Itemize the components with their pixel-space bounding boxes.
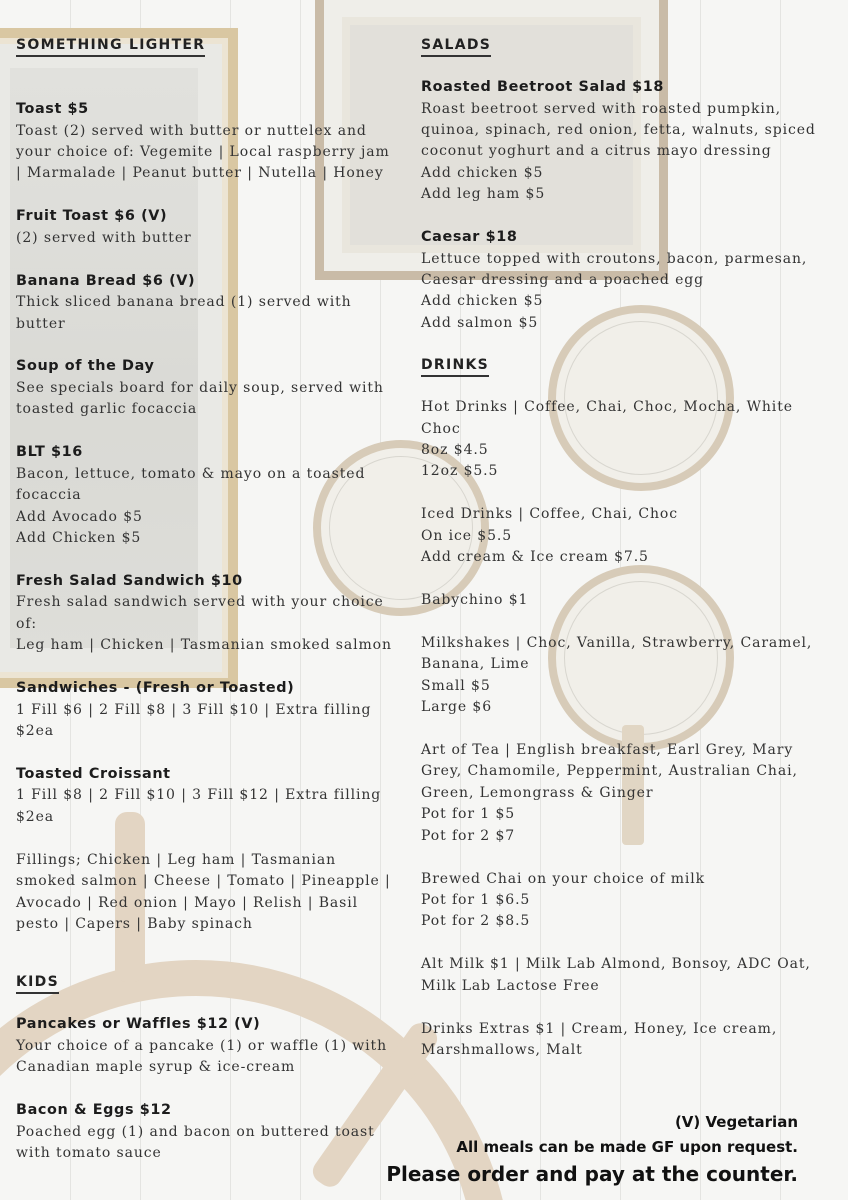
- item-description: 1 Fill $6 | 2 Fill $8 | 3 Fill $10 | Extra filling: [16, 701, 372, 718]
- spacer: [16, 549, 406, 571]
- left-column: [16, 34, 406, 1164]
- item-name: Sandwiches - (Fresh or Toasted): [16, 680, 295, 697]
- menu-item: [16, 206, 406, 249]
- item-description: Add chicken $5: [421, 164, 544, 181]
- item-description: of:: [16, 615, 38, 632]
- spacer: [421, 997, 826, 1019]
- drink-line: Iced Drinks | Coffee, Chai, Choc: [421, 506, 678, 523]
- item-name: Fruit Toast $6 (V): [16, 208, 168, 225]
- item-description: $2ea: [16, 808, 55, 825]
- drink-line: Pot for 1 $6.5: [421, 891, 531, 908]
- spacer: [421, 847, 826, 869]
- fillings-line: Avocado | Red onion | Mayo | Relish | Basil: [16, 894, 359, 911]
- spacer: [16, 335, 406, 357]
- item-description: Fresh salad sandwich served with your choice: [16, 594, 384, 611]
- menu-item: [16, 1100, 406, 1164]
- item-description: toasted garlic focaccia: [16, 401, 198, 418]
- item-description: $2ea: [16, 723, 55, 739]
- item-name: Banana Bread $6 (V): [16, 272, 196, 289]
- menu-items-kids: [16, 1014, 406, 1164]
- item-description: Add leg ham $5: [421, 186, 546, 203]
- drink-group: [421, 869, 826, 933]
- item-description: Add Chicken $5: [16, 529, 142, 546]
- drink-line: Banana, Lime: [421, 656, 530, 673]
- spacer: [16, 185, 406, 207]
- drink-line: On ice $5.5: [421, 527, 513, 544]
- drink-line: Brewed Chai on your choice of milk: [421, 870, 706, 887]
- drink-line: Green, Lemongrass & Ginger: [421, 784, 654, 801]
- drink-line: Pot for 2 $8.5: [421, 913, 531, 930]
- drink-line: 8oz $4.5: [421, 441, 489, 458]
- drink-line: Marshmallows, Malt: [421, 1042, 583, 1058]
- drink-line: Add cream & Ice cream $7.5: [421, 549, 649, 566]
- item-name: Pancakes or Waffles $12 (V): [16, 1016, 261, 1033]
- item-name: Fresh Salad Sandwich $10: [16, 572, 243, 589]
- drink-line: Small $5: [421, 677, 491, 694]
- drink-line: 12oz $5.5: [421, 463, 499, 480]
- item-description: focaccia: [16, 487, 82, 504]
- item-description: Add salmon $5: [421, 314, 539, 331]
- spacer: [421, 483, 826, 505]
- item-description: coconut yoghurt and a citrus mayo dressing: [421, 143, 772, 160]
- fillings-line: smoked salmon | Cheese | Tomato | Pineapple |: [16, 873, 391, 890]
- fillings-line: Fillings; Chicken | Leg ham | Tasmanian: [16, 851, 337, 868]
- menu-item: [421, 227, 826, 334]
- menu-item: [16, 271, 406, 335]
- menu-item: [16, 678, 406, 742]
- item-description: Bacon, lettuce, tomato & mayo on a toasted: [16, 465, 366, 482]
- menu-items-salads: [421, 77, 826, 334]
- item-description: Your choice of a pancake (1) or waffle (1) with: [16, 1037, 387, 1054]
- item-name: Toasted Croissant: [16, 765, 171, 782]
- item-description: butter: [16, 315, 66, 332]
- right-column: [421, 34, 826, 1061]
- spacer: [421, 206, 826, 228]
- item-description: Roast beetroot served with roasted pumpkin,: [421, 100, 782, 117]
- item-description: 1 Fill $8 | 2 Fill $10 | 3 Fill $12 | Extra filling: [16, 787, 382, 804]
- menu-item: [16, 356, 406, 420]
- spacer: [16, 742, 406, 764]
- item-description: Add Avocado $5: [16, 508, 143, 525]
- drink-line: Alt Milk $1 | Milk Lab Almond, Bonsoy, ADC Oat,: [421, 956, 811, 973]
- section-title: SALADS: [421, 37, 491, 57]
- menu-item: [16, 1014, 406, 1078]
- drink-line: Drinks Extras $1 | Cream, Honey, Ice cream,: [421, 1020, 778, 1037]
- menu-items-lighter: [16, 99, 406, 828]
- item-name: Soup of the Day: [16, 358, 155, 375]
- fillings-line: pesto | Capers | Baby spinach: [16, 915, 253, 932]
- section-title: DRINKS: [421, 357, 489, 377]
- vegetarian-note: (V) Vegetarian: [674, 1113, 798, 1131]
- spacer: [421, 569, 826, 591]
- menu-item: [16, 442, 406, 549]
- drink-group: [421, 633, 826, 719]
- spacer: [16, 421, 406, 443]
- item-name: Bacon & Eggs $12: [16, 1102, 172, 1119]
- spacer: [421, 611, 826, 633]
- spacer: [421, 933, 826, 955]
- fillings-list: [16, 828, 406, 935]
- menu-item: [16, 764, 406, 828]
- order-note: Please order and pay at the counter.: [386, 1162, 798, 1186]
- menu-item: [421, 77, 826, 206]
- item-description: (2) served with butter: [16, 229, 192, 246]
- item-name: Toast $5: [16, 101, 89, 117]
- item-description: quinoa, spinach, red onion, fetta, walnuts, spiced: [421, 121, 816, 138]
- item-description: See specials board for daily soup, served with: [16, 379, 384, 396]
- drink-group: [421, 740, 826, 847]
- drink-line: Babychino $1: [421, 592, 529, 608]
- drink-line: Large $6: [421, 699, 493, 716]
- item-description: Canadian maple syrup & ice-cream: [16, 1059, 296, 1076]
- drink-line: Grey, Chamomile, Peppermint, Australian Chai,: [421, 763, 798, 780]
- item-description: Leg ham | Chicken | Tasmanian smoked salmon: [16, 637, 392, 654]
- item-name: Roasted Beetroot Salad $18: [421, 79, 664, 95]
- drink-group: [421, 1019, 826, 1062]
- item-description: Caesar dressing and a poached egg: [421, 271, 705, 288]
- drink-line: Pot for 1 $5: [421, 806, 516, 823]
- item-description: Poached egg (1) and bacon on buttered toast: [16, 1123, 375, 1140]
- spacer: [16, 657, 406, 679]
- item-name: BLT $16: [16, 444, 83, 461]
- drinks-list: [421, 397, 826, 1061]
- item-description: Thick sliced banana bread (1) served with: [16, 294, 352, 311]
- menu-item: [16, 99, 406, 185]
- item-description: Add chicken $5: [421, 293, 544, 310]
- item-name: Caesar $18: [421, 229, 518, 246]
- spacer: [16, 1079, 406, 1101]
- drink-line: Art of Tea | English breakfast, Earl Grey, Mary: [421, 742, 794, 759]
- drink-group: [421, 590, 826, 611]
- item-description: Toast (2) served with butter or nuttelex and: [16, 122, 367, 139]
- gluten-free-note: All meals can be made GF upon request.: [456, 1138, 798, 1156]
- section-title: KIDS: [16, 974, 59, 994]
- item-description: your choice of: Vegemite | Local raspberry jam: [16, 143, 390, 160]
- item-description: | Marmalade | Peanut butter | Nutella | Honey: [16, 165, 384, 182]
- drink-line: Choc: [421, 420, 461, 437]
- drink-group: [421, 504, 826, 568]
- spacer: [421, 719, 826, 741]
- section-title: SOMETHING LIGHTER: [16, 37, 205, 57]
- item-description: with tomato sauce: [16, 1145, 162, 1162]
- drink-group: [421, 954, 826, 997]
- spacer: [16, 249, 406, 271]
- drink-line: Milkshakes | Choc, Vanilla, Strawberry, Caramel,: [421, 634, 813, 651]
- menu-item: [16, 571, 406, 657]
- drink-group: [421, 397, 826, 483]
- drink-line: Pot for 2 $7: [421, 827, 516, 844]
- drink-line: Hot Drinks | Coffee, Chai, Choc, Mocha, White: [421, 399, 793, 416]
- spacer: [16, 828, 406, 850]
- item-description: Lettuce topped with croutons, bacon, parmesan,: [421, 250, 808, 267]
- drink-line: Milk Lab Lactose Free: [421, 977, 600, 994]
